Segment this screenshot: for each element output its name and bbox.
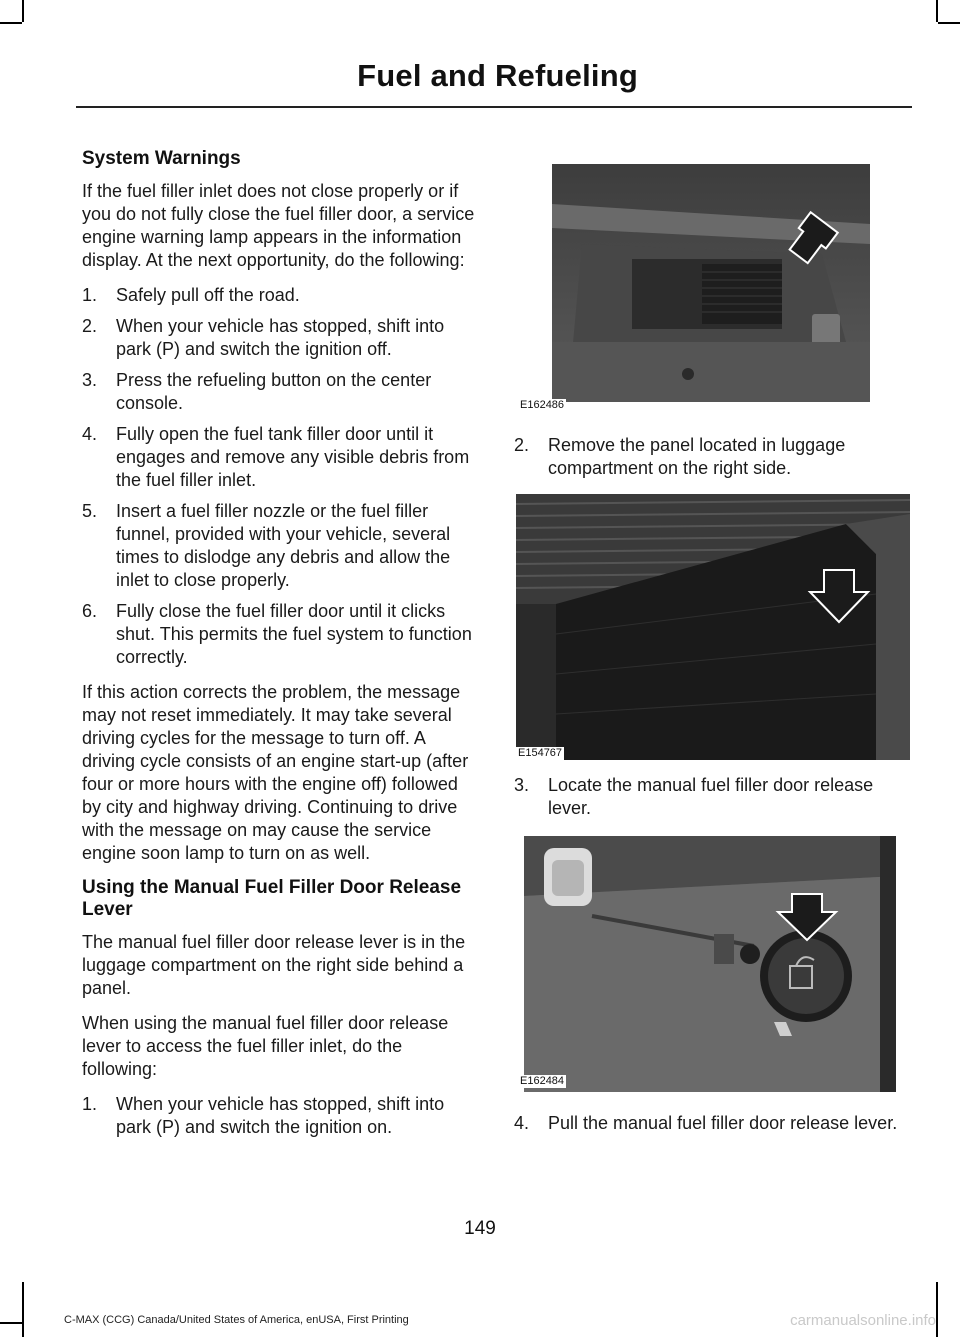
- step-number: 4.: [514, 1113, 530, 1133]
- list-item: [82, 1093, 476, 1139]
- list-item: [82, 315, 476, 361]
- step-number: 4.: [82, 424, 98, 444]
- crop-mark-bottom-left-h: [0, 1322, 22, 1324]
- step-text: Insert a fuel filler nozzle or the fuel filler funnel, provided with your vehicle, several times to dislodge any debris and allow the inlet to close properly.: [116, 501, 451, 590]
- list-item: [514, 1112, 910, 1135]
- header-divider: [76, 106, 912, 108]
- step-text: Press the refueling button on the center console.: [116, 370, 432, 413]
- list-item: [82, 600, 476, 669]
- intro-paragraph: If the fuel filler inlet does not close properly or if you do not fully close the fuel filler door, a service engine warning lamp appears in the information display. At the next opportunity, do the following:: [82, 181, 475, 270]
- figure-luggage-panel: [516, 160, 872, 414]
- figure-code: E162484: [520, 1075, 565, 1087]
- driving-cycle-paragraph: If this action corrects the problem, the message may not reset immediately. It may take several driving cycles for the message to turn off. A driving cycle consists of an engine start-up (after four or more hours with the engine off) followed by city and highway driving. Continuing to drive with the message on may cause the service engine soon lamp to turn on as well.: [82, 682, 469, 863]
- step-number: 3.: [82, 370, 98, 390]
- crop-mark-bottom-left-v: [22, 1282, 24, 1337]
- step-number: 1.: [82, 285, 98, 305]
- step-text: Safely pull off the road.: [116, 285, 300, 305]
- release-lever-usage-paragraph: When using the manual fuel filler door release lever to access the fuel filler inlet, do the following:: [82, 1013, 449, 1079]
- list-item: [82, 500, 476, 592]
- step-text: When your vehicle has stopped, shift into park (P) and switch the ignition off.: [116, 316, 445, 359]
- step-number: 1.: [82, 1094, 98, 1114]
- section-heading-manual-release: Using the Manual Fuel Filler Door Release Lever: [82, 877, 462, 920]
- luggage-compartment-photo: [552, 164, 870, 402]
- watermark-text: carmanualsonline.info: [790, 1312, 936, 1329]
- step-text: Locate the manual fuel filler door release lever.: [548, 775, 874, 818]
- figure-code: E162486: [520, 399, 565, 411]
- step-text: Remove the panel located in luggage compartment on the right side.: [548, 435, 846, 478]
- step-number: 3.: [514, 775, 530, 795]
- step-text: Pull the manual fuel filler door release lever.: [548, 1113, 898, 1133]
- system-warning-steps: [82, 284, 476, 669]
- step-text: Fully open the fuel tank filler door until it engages and remove any visible debris from the fuel filler inlet.: [116, 424, 470, 490]
- step-text: Fully close the fuel filler door until it clicks shut. This permits the fuel system to function correctly.: [116, 601, 472, 667]
- footer-text: C-MAX (CCG) Canada/United States of America, enUSA, First Printing: [64, 1314, 409, 1326]
- release-lever-location-paragraph: The manual fuel filler door release lever is in the luggage compartment on the right side behind a panel.: [82, 932, 466, 998]
- crop-mark-top-left-v: [22, 0, 24, 22]
- step-3-list: [514, 774, 910, 820]
- list-item: [514, 774, 910, 820]
- figure-release-lever: [516, 836, 898, 1098]
- list-item: [82, 369, 476, 415]
- step-number: 5.: [82, 501, 98, 521]
- step-text: When your vehicle has stopped, shift into park (P) and switch the ignition on.: [116, 1094, 445, 1137]
- crop-mark-bottom-right-v: [936, 1282, 938, 1337]
- step-4-list: [514, 1112, 910, 1135]
- panel-removal-photo: [516, 494, 910, 760]
- crop-mark-top-right-v: [936, 0, 938, 22]
- step-number: 6.: [82, 601, 98, 621]
- section-heading-system-warnings: System Warnings: [82, 148, 241, 169]
- page-number: 149: [464, 1218, 496, 1239]
- crop-mark-top-left-h: [0, 22, 22, 24]
- left-column: [82, 148, 476, 1151]
- step-number: 2.: [82, 316, 98, 336]
- list-item: [514, 434, 910, 480]
- step-2-list: [514, 434, 910, 480]
- crop-mark-top-right-h: [938, 22, 960, 24]
- list-item: [82, 423, 476, 492]
- right-column: [514, 160, 910, 1147]
- figure-code: E154767: [518, 747, 563, 759]
- figure-panel-removal: [516, 492, 912, 762]
- release-lever-photo: [524, 836, 896, 1092]
- list-item: [82, 284, 476, 307]
- step-number: 2.: [514, 435, 530, 455]
- page-title: Fuel and Refueling: [357, 58, 638, 93]
- manual-release-steps: [82, 1093, 476, 1139]
